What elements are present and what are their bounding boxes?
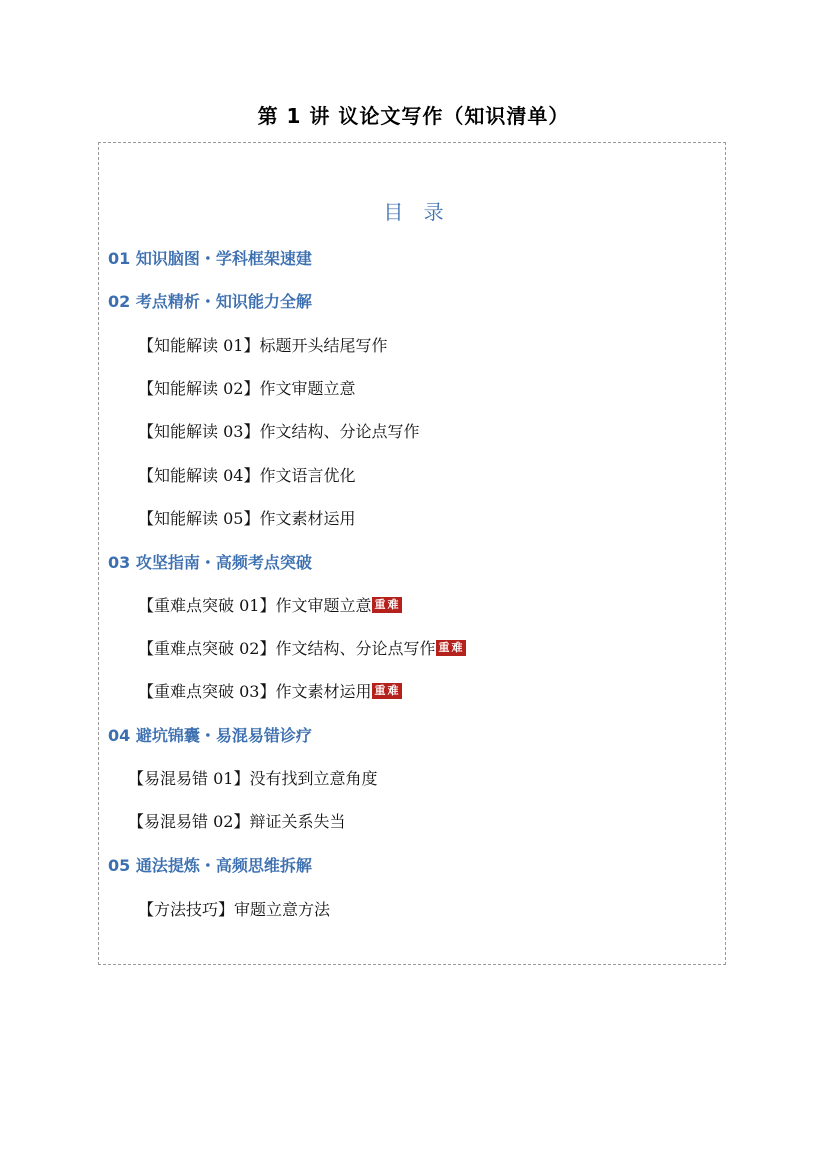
toc-item-label: 【知能解读 04】作文语言优化 [138, 466, 356, 485]
toc-item[interactable] [138, 376, 355, 399]
toc-section-03[interactable]: 03 攻坚指南・高频考点突破 [108, 553, 312, 572]
toc-item[interactable] [138, 419, 419, 442]
toc-item-label: 【重难点突破 03】作文素材运用 [138, 682, 372, 701]
toc-item-label: 【知能解读 05】作文素材运用 [138, 509, 356, 528]
toc-item-label: 【知能解读 01】标题开头结尾写作 [138, 336, 388, 355]
toc-item[interactable] [138, 897, 330, 920]
toc-item[interactable] [138, 679, 402, 702]
toc-section-05[interactable]: 05 通法提炼・高频思维拆解 [108, 856, 312, 875]
difficulty-badge: 重难 [374, 598, 401, 611]
toc-item-label: 【重难点突破 01】作文审题立意 [138, 596, 372, 615]
toc-item-label: 【重难点突破 02】作文结构、分论点写作 [138, 639, 436, 658]
toc-item-label: 【知能解读 02】作文审题立意 [138, 379, 356, 398]
toc-section-02[interactable]: 02 考点精析・知识能力全解 [108, 292, 312, 311]
toc-item-label: 【知能解读 03】作文结构、分论点写作 [138, 422, 420, 441]
toc-heading: 目 录 [383, 200, 444, 224]
document-title: 第 1 讲 议论文写作（知识清单） [257, 104, 570, 128]
toc-item[interactable] [138, 333, 387, 356]
toc-item[interactable] [138, 506, 355, 529]
toc-item[interactable] [138, 463, 355, 486]
toc-item[interactable] [128, 766, 377, 789]
toc-item[interactable] [138, 636, 466, 659]
toc-item-label: 【方法技巧】审题立意方法 [138, 900, 331, 919]
toc-item-label: 【易混易错 01】没有找到立意角度 [128, 769, 378, 788]
toc-item[interactable] [138, 593, 402, 616]
difficulty-badge: 重难 [374, 684, 401, 697]
toc-section-04[interactable]: 04 避坑锦囊・易混易错诊疗 [108, 726, 312, 745]
toc-section-01[interactable]: 01 知识脑图・学科框架速建 [108, 249, 312, 268]
toc-item-label: 【易混易错 02】辩证关系失当 [128, 812, 346, 831]
toc-item[interactable] [128, 809, 345, 832]
difficulty-badge: 重难 [438, 641, 465, 654]
